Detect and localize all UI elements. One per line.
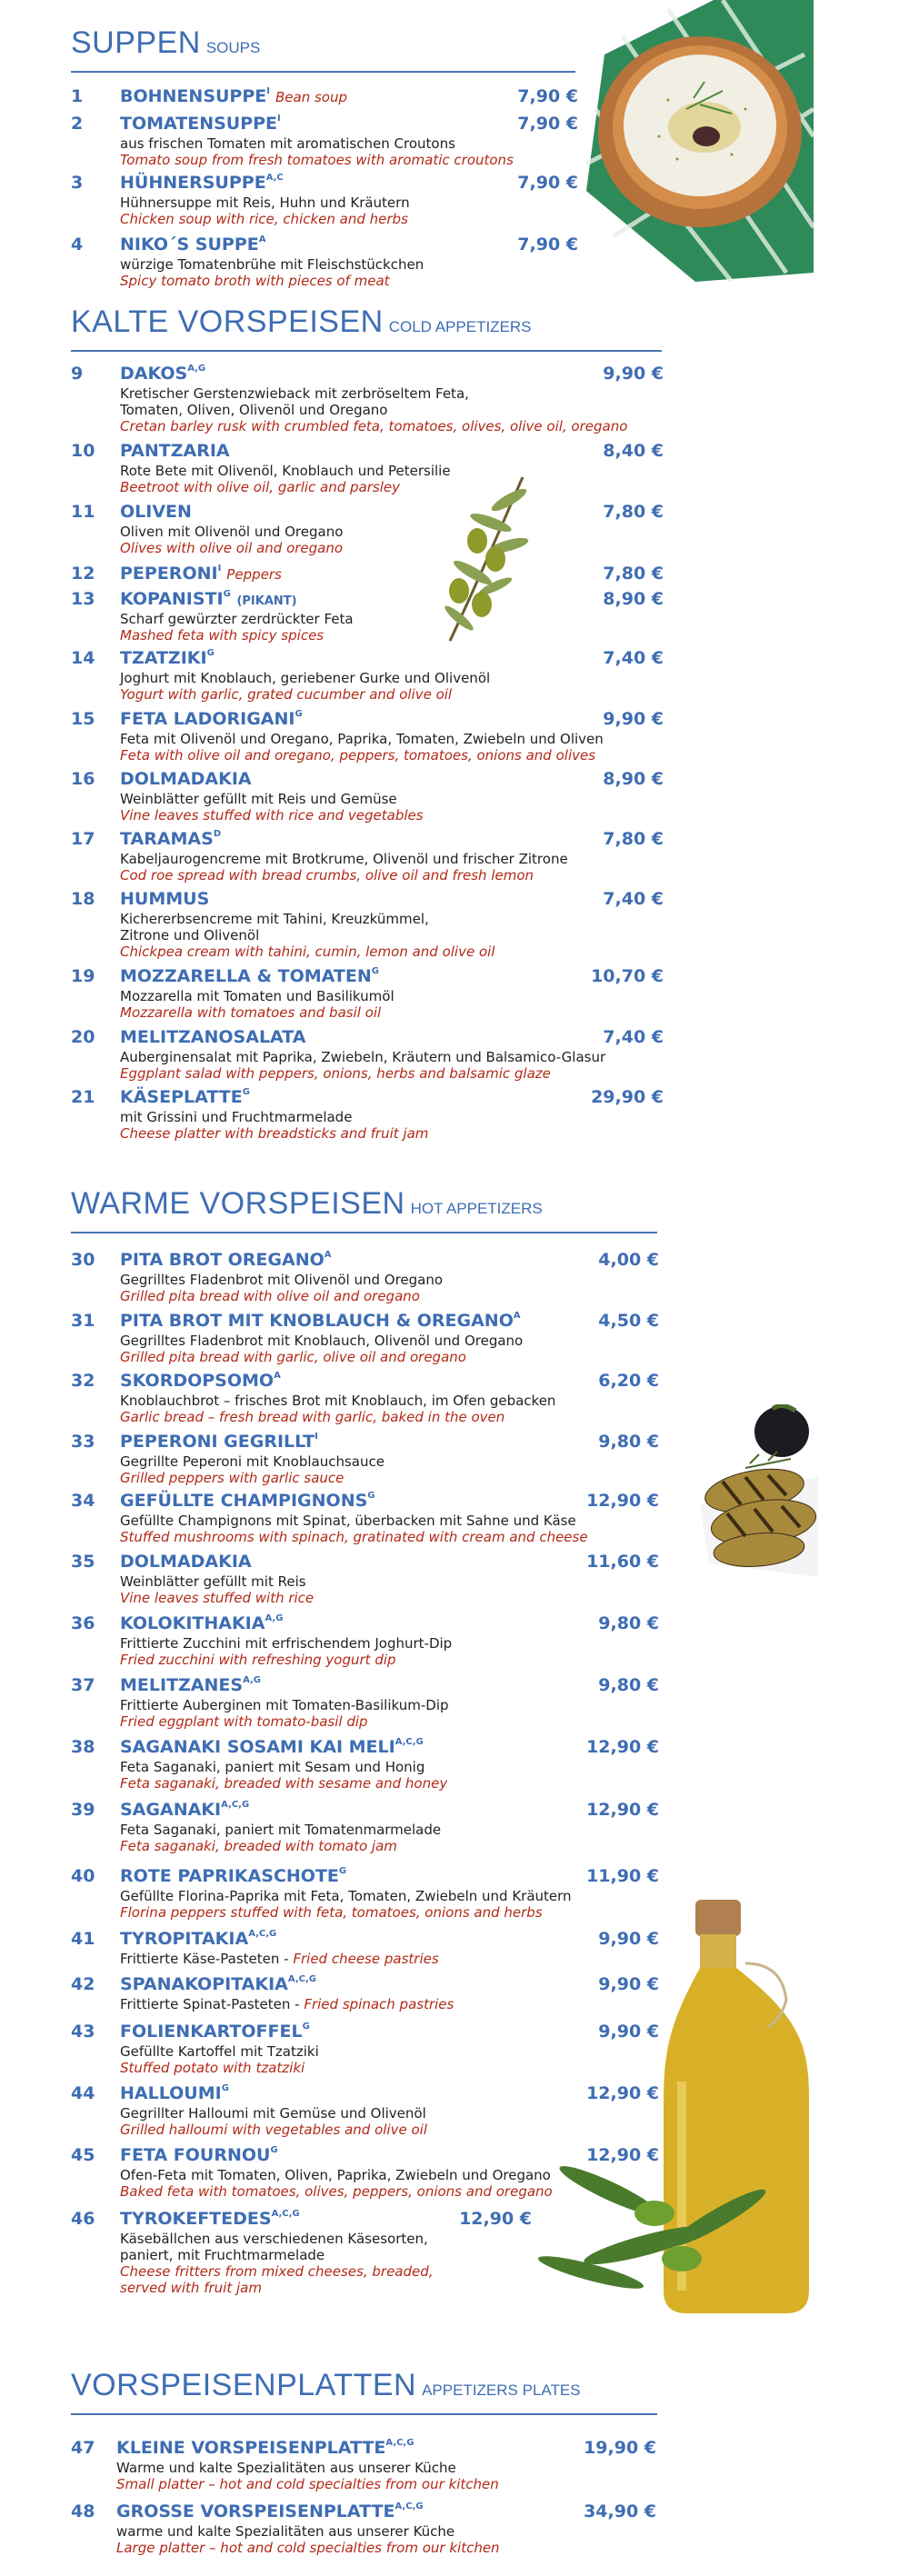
item-number: 11 bbox=[71, 502, 95, 522]
item-name: $HÜHNERSUPPE^{A,C}$ bbox=[120, 172, 284, 193]
item-price: 9,90 € bbox=[603, 364, 664, 384]
item-price: 7,40 € bbox=[603, 648, 664, 668]
item-number: 1 bbox=[71, 86, 84, 106]
item-price: 7,80 € bbox=[603, 502, 664, 522]
item-price: 7,80 € bbox=[603, 564, 664, 584]
item-number: 37 bbox=[71, 1675, 95, 1695]
item-description-de: Scharf gewürzter zerdrückter Feta bbox=[120, 611, 354, 627]
item-price: 12,90 € bbox=[586, 1491, 659, 1511]
item-description-en: Chickpea cream with tahini, cumin, lemon and olive oil bbox=[120, 944, 495, 960]
item-name: $KÄSEPLATTE^G$ bbox=[120, 1086, 250, 1107]
item-name: PANTZARIA bbox=[120, 441, 230, 461]
item-price: 9,90 € bbox=[603, 709, 664, 729]
item-description-de: Kichererbsencreme mit Tahini, Kreuzkümmel, bbox=[120, 911, 429, 927]
item-name: OLIVEN bbox=[120, 502, 192, 522]
item-name: $TZATZIKI^G$ bbox=[120, 647, 215, 668]
item-name: $KOLOKITHAKIA^{A,G}$ bbox=[120, 1612, 284, 1633]
section-heading-hot-appetizers bbox=[71, 1186, 657, 1233]
item-price: 19,90 € bbox=[584, 2438, 656, 2458]
item-description-en: Eggplant salad with peppers, onions, herbs and balsamic glaze bbox=[120, 1065, 551, 1082]
item-price: 7,80 € bbox=[603, 829, 664, 849]
item-price: 4,00 € bbox=[598, 1250, 659, 1270]
section-heading-cold-appetizers bbox=[71, 305, 662, 352]
item-number: 10 bbox=[71, 441, 95, 461]
item-number: 15 bbox=[71, 709, 95, 729]
item-description-en: Florina peppers stuffed with feta, tomatoes, onions and herbs bbox=[120, 1904, 543, 1921]
item-description-en: Feta with olive oil and oregano, peppers, tomatoes, onions and olives bbox=[120, 747, 596, 764]
olive-oil-bottle-icon bbox=[536, 1900, 818, 2318]
item-price: 7,90 € bbox=[517, 235, 578, 255]
item-name: PITA BROT $OREGANO^A$ bbox=[120, 1249, 332, 1270]
section-subtitle: HOT APPETIZERS bbox=[410, 1200, 543, 1217]
item-name: FETA $LADORIGANI^G$ bbox=[120, 708, 303, 729]
item-description-en: Vine leaves stuffed with rice bbox=[120, 1590, 315, 1606]
item-name: HUMMUS bbox=[120, 889, 210, 909]
item-description-de: Auberginensalat mit Paprika, Zwiebeln, Kräutern und Balsamico-Glasur bbox=[120, 1049, 606, 1065]
item-description-en: Fried zucchini with refreshing yogurt dip bbox=[120, 1652, 396, 1668]
item-number: 2 bbox=[71, 114, 84, 134]
item-description-de: Gegrillte Peperoni mit Knoblauchsauce bbox=[120, 1453, 385, 1470]
item-description-de: Joghurt mit Knoblauch, geriebener Gurke und Olivenöl bbox=[120, 670, 491, 686]
item-description-de: Feta mit Olivenöl und Oregano, Paprika, Tomaten, Zwiebeln und Oliven bbox=[120, 731, 604, 747]
item-number: 3 bbox=[71, 173, 84, 193]
item-price: 9,80 € bbox=[598, 1675, 659, 1695]
item-description-de: Oliven mit Olivenöl und Oregano bbox=[120, 524, 344, 540]
item-number: 33 bbox=[71, 1432, 95, 1452]
item-number: 21 bbox=[71, 1087, 95, 1107]
section-title: WARME VORSPEISEN bbox=[71, 1186, 405, 1221]
item-description-en: Beetroot with olive oil, garlic and parsley bbox=[120, 479, 401, 495]
item-number: 18 bbox=[71, 889, 95, 909]
item-description-en: Spicy tomato broth with pieces of meat bbox=[120, 273, 390, 289]
tzatziki-bowl-icon bbox=[586, 0, 814, 282]
item-name: $TYROKEFTEDES^{A,C,G}$ bbox=[120, 2208, 300, 2229]
item-number: 42 bbox=[71, 1974, 95, 1994]
item-description-de: Gegrillter Halloumi mit Gemüse und Olivenöl bbox=[120, 2105, 426, 2122]
item-price: 8,90 € bbox=[603, 589, 664, 609]
item-description-de: würzige Tomatenbrühe mit Fleischstückchen bbox=[120, 256, 425, 273]
item-number: 20 bbox=[71, 1027, 95, 1047]
item-price: 12,90 € bbox=[586, 2145, 659, 2165]
item-price: 9,90 € bbox=[598, 2022, 659, 2042]
item-description-de: Weinblätter gefüllt mit Reis und Gemüse bbox=[120, 791, 397, 807]
item-description-en: Garlic bread – fresh bread with garlic, baked in the oven bbox=[120, 1409, 505, 1425]
item-name: KLEINE $VORSPEISENPLATTE^{A,C,G}$ bbox=[116, 2437, 415, 2458]
item-number: 46 bbox=[71, 2209, 95, 2229]
item-number: 9 bbox=[71, 364, 84, 384]
item-number: 19 bbox=[71, 966, 95, 986]
item-description-en: Yogurt with garlic, grated cucumber and olive oil bbox=[120, 686, 453, 703]
item-description-en: Olives with olive oil and oregano bbox=[120, 540, 344, 556]
item-description-de: Kabeljaurogencreme mit Brotkrume, Olivenöl und frischer Zitrone bbox=[120, 851, 568, 867]
item-price: 12,90 € bbox=[586, 1800, 659, 1820]
item-name: FETA $FOURNOU^G$ bbox=[120, 2144, 278, 2165]
item-description-en: Grilled halloumi with vegetables and olive oil bbox=[120, 2122, 427, 2138]
item-price: 29,90 € bbox=[591, 1087, 664, 1107]
section-heading-soups bbox=[71, 25, 575, 73]
item-name: ROTE $PAPRIKASCHOTE^G$ bbox=[120, 1865, 347, 1886]
item-description-en: Large platter – hot and cold specialties from our kitchen bbox=[116, 2540, 500, 2556]
item-number: 14 bbox=[71, 648, 95, 668]
item-price: 7,40 € bbox=[603, 889, 664, 909]
item-name: GEFÜLLTE $CHAMPIGNONS^G$ bbox=[120, 1490, 375, 1511]
item-name: $KOPANISTI^G$ (PIKANT) bbox=[120, 588, 297, 609]
item-description-de: Hühnersuppe mit Reis, Huhn und Kräutern bbox=[120, 195, 410, 211]
item-name: $BOHNENSUPPE^I$ Bean soup bbox=[120, 85, 348, 106]
item-price: 7,40 € bbox=[603, 1027, 664, 1047]
item-name: $DAKOS^{A,G}$ bbox=[120, 363, 206, 384]
item-description-en: Cretan barley rusk with crumbled feta, tomatoes, olives, olive oil, oregano bbox=[120, 418, 628, 434]
item-description-en: Chicken soup with rice, chicken and herbs bbox=[120, 211, 408, 227]
item-description-en: Baked feta with tomatoes, olives, peppers, onions and oregano bbox=[120, 2183, 553, 2200]
item-price: 10,70 € bbox=[591, 966, 664, 986]
olive-branch-icon bbox=[423, 473, 545, 645]
section-title: SUPPEN bbox=[71, 25, 201, 60]
item-description-de: Gefüllte Florina-Paprika mit Feta, Tomaten, Zwiebeln und Kräutern bbox=[120, 1888, 572, 1904]
item-number: 30 bbox=[71, 1250, 95, 1270]
item-name: PEPERONI $GEGRILLT^I$ bbox=[120, 1431, 318, 1452]
item-price: 6,20 € bbox=[598, 1371, 659, 1391]
section-subtitle: SOUPS bbox=[205, 39, 261, 56]
item-number: 41 bbox=[71, 1929, 95, 1949]
item-number: 35 bbox=[71, 1552, 95, 1572]
item-description-de: Gegrilltes Fladenbrot mit Olivenöl und Oregano bbox=[120, 1272, 444, 1288]
item-description-de: Frittierte Auberginen mit Tomaten-Basilikum-Dip bbox=[120, 1697, 449, 1713]
section-title: VORSPEISENPLATTEN bbox=[71, 2368, 417, 2402]
item-description-de-line2: Tomaten, Oliven, Olivenöl und Oregano bbox=[120, 402, 388, 418]
item-number: 13 bbox=[71, 589, 95, 609]
item-price: 4,50 € bbox=[598, 1311, 659, 1331]
item-number: 39 bbox=[71, 1800, 95, 1820]
item-number: 12 bbox=[71, 564, 95, 584]
item-price: 8,90 € bbox=[603, 769, 664, 789]
item-name: $SAGANAKI^{A,C,G}$ bbox=[120, 1799, 250, 1820]
item-description: Frittierte Käse-Pasteten - Fried cheese pastries bbox=[120, 1951, 439, 1967]
item-description: Frittierte Spinat-Pasteten - Fried spinach pastries bbox=[120, 1996, 454, 2012]
section-subtitle: COLD APPETIZERS bbox=[388, 318, 532, 335]
item-description-en: Grilled peppers with garlic sauce bbox=[120, 1470, 345, 1486]
item-description-en: Mashed feta with spicy spices bbox=[120, 627, 325, 644]
item-name: $MELITZANES^{A,G}$ bbox=[120, 1674, 262, 1695]
item-name: PITA BROT MIT KNOBLAUCH & $OREGANO^A$ bbox=[120, 1310, 521, 1331]
item-name: DOLMADAKIA bbox=[120, 769, 252, 789]
item-description-de: Käsebällchen aus verschiedenen Käsesorten, bbox=[120, 2231, 428, 2247]
item-description-en: Vine leaves stuffed with rice and vegetables bbox=[120, 807, 424, 824]
item-description-de: Knoblauchbrot – frisches Brot mit Knoblauch, im Ofen gebacken bbox=[120, 1393, 556, 1409]
item-description-en: Cheese platter with breadsticks and fruit jam bbox=[120, 1125, 429, 1142]
item-description-de-line2: paniert, mit Fruchtmarmelade bbox=[120, 2247, 325, 2263]
item-description-de: Weinblätter gefüllt mit Reis bbox=[120, 1573, 306, 1590]
item-description-de: Gegrilltes Fladenbrot mit Knoblauch, Olivenöl und Oregano bbox=[120, 1333, 524, 1349]
item-description-de: mit Grissini und Fruchtmarmelade bbox=[120, 1109, 353, 1125]
item-price: 7,90 € bbox=[517, 114, 578, 134]
item-name: SAGANAKI SOSAMI KAI $MELI^{A,C,G}$ bbox=[120, 1736, 424, 1757]
item-number: 32 bbox=[71, 1371, 95, 1391]
item-price: 34,90 € bbox=[584, 2501, 656, 2521]
item-description-de: Rote Bete mit Olivenöl, Knoblauch und Petersilie bbox=[120, 463, 451, 479]
section-heading-appetizer-plates bbox=[71, 2368, 657, 2415]
item-number: 43 bbox=[71, 2022, 95, 2042]
section-subtitle: APPETIZERS PLATES bbox=[422, 2381, 581, 2399]
item-price: 11,90 € bbox=[586, 1866, 659, 1886]
item-description-en: Mozzarella with tomatoes and basil oil bbox=[120, 1004, 382, 1021]
item-number: 16 bbox=[71, 769, 95, 789]
item-description-en: Stuffed mushrooms with spinach, gratinated with cream and cheese bbox=[120, 1529, 588, 1545]
item-description-en: Stuffed potato with tzatziki bbox=[120, 2060, 305, 2076]
item-description-de: Feta Saganaki, paniert mit Sesam und Honig bbox=[120, 1759, 425, 1775]
item-number: 36 bbox=[71, 1613, 95, 1633]
item-name: $PEPERONI^I$ Peppers bbox=[120, 563, 282, 584]
item-price: 12,90 € bbox=[586, 2083, 659, 2103]
item-description-en: Feta saganaki, breaded with sesame and honey bbox=[120, 1775, 448, 1792]
item-number: 44 bbox=[71, 2083, 95, 2103]
item-description-de: Gefüllte Kartoffel mit Tzatziki bbox=[120, 2043, 319, 2060]
section-title: KALTE VORSPEISEN bbox=[71, 305, 384, 339]
item-number: 48 bbox=[71, 2501, 95, 2521]
item-name: $FOLIENKARTOFFEL^G$ bbox=[120, 2021, 310, 2042]
item-name: GROSSE $VORSPEISENPLATTE^{A,C,G}$ bbox=[116, 2501, 424, 2521]
item-price: 9,90 € bbox=[598, 1929, 659, 1949]
item-name: DOLMADAKIA bbox=[120, 1552, 252, 1572]
item-description-en: Small platter – hot and cold specialties from our kitchen bbox=[116, 2476, 499, 2492]
item-price: 11,60 € bbox=[586, 1552, 659, 1572]
item-description-en: Grilled pita bread with olive oil and oregano bbox=[120, 1288, 420, 1304]
item-number: 40 bbox=[71, 1866, 95, 1886]
item-description-en: Feta saganaki, breaded with tomato jam bbox=[120, 1838, 397, 1854]
item-price: 9,80 € bbox=[598, 1613, 659, 1633]
grilled-eggplant-icon bbox=[691, 1404, 818, 1586]
item-description-en-line2: served with fruit jam bbox=[120, 2280, 262, 2296]
item-description-de: aus frischen Tomaten mit aromatischen Croutons bbox=[120, 135, 455, 152]
item-description-de: Warme und kalte Spezialitäten aus unserer Küche bbox=[116, 2460, 456, 2476]
item-name: $TYROPITAKIA^{A,C,G}$ bbox=[120, 1928, 277, 1949]
item-description-de: Kretischer Gerstenzwieback mit zerbröseltem Feta, bbox=[120, 385, 469, 402]
item-description-de: Feta Saganaki, paniert mit Tomatenmarmelade bbox=[120, 1822, 442, 1838]
item-name: MELITZANOSALATA bbox=[120, 1027, 306, 1047]
item-name: MOZZARELLA & $TOMATEN^G$ bbox=[120, 965, 379, 986]
item-price: 9,80 € bbox=[598, 1432, 659, 1452]
item-name: $HALLOUMI^G$ bbox=[120, 2082, 229, 2103]
item-price: 7,90 € bbox=[517, 86, 578, 106]
item-price: 8,40 € bbox=[603, 441, 664, 461]
item-description-en: Grilled pita bread with garlic, olive oil and oregano bbox=[120, 1349, 466, 1365]
item-name: $SKORDOPSOMO^A$ bbox=[120, 1370, 281, 1391]
item-description-de: Mozzarella mit Tomaten und Basilikumöl bbox=[120, 988, 395, 1004]
item-description-en: Cheese fritters from mixed cheeses, breaded, bbox=[120, 2263, 434, 2280]
item-name: NIKO´S $SUPPE^A$ bbox=[120, 234, 266, 255]
item-number: 47 bbox=[71, 2438, 95, 2458]
item-number: 17 bbox=[71, 829, 95, 849]
item-description-de: Frittierte Zucchini mit erfrischendem Joghurt-Dip bbox=[120, 1635, 453, 1652]
item-number: 38 bbox=[71, 1737, 95, 1757]
item-english-inline: Peppers bbox=[226, 566, 282, 583]
item-price: 9,90 € bbox=[598, 1974, 659, 1994]
item-price: 12,90 € bbox=[459, 2209, 532, 2229]
item-description-en: Cod roe spread with bread crumbs, olive oil and fresh lemon bbox=[120, 867, 534, 884]
item-number: 31 bbox=[71, 1311, 95, 1331]
item-price: 7,90 € bbox=[517, 173, 578, 193]
item-number: 45 bbox=[71, 2145, 95, 2165]
item-description-en: Fried eggplant with tomato-basil dip bbox=[120, 1713, 368, 1730]
item-description-de-line2: Zitrone und Olivenöl bbox=[120, 927, 260, 944]
item-name: $SPANAKOPITAKIA^{A,C,G}$ bbox=[120, 1973, 316, 1994]
item-name: $TARAMAS^D$ bbox=[120, 828, 222, 849]
item-number: 34 bbox=[71, 1491, 95, 1511]
item-description-en: Tomato soup from fresh tomatoes with aromatic croutons bbox=[120, 152, 514, 168]
item-description-de: Gefüllte Champignons mit Spinat, überbacken mit Sahne und Käse bbox=[120, 1513, 576, 1529]
item-description-de: Ofen-Feta mit Tomaten, Oliven, Paprika, Zwiebeln und Oregano bbox=[120, 2167, 551, 2183]
item-description-de: warme und kalte Spezialitäten aus unserer Küche bbox=[116, 2523, 455, 2540]
item-english-inline: Bean soup bbox=[275, 89, 348, 105]
item-price: 12,90 € bbox=[586, 1737, 659, 1757]
item-number: 4 bbox=[71, 235, 84, 255]
item-name: $TOMATENSUPPE^I$ bbox=[120, 113, 281, 134]
